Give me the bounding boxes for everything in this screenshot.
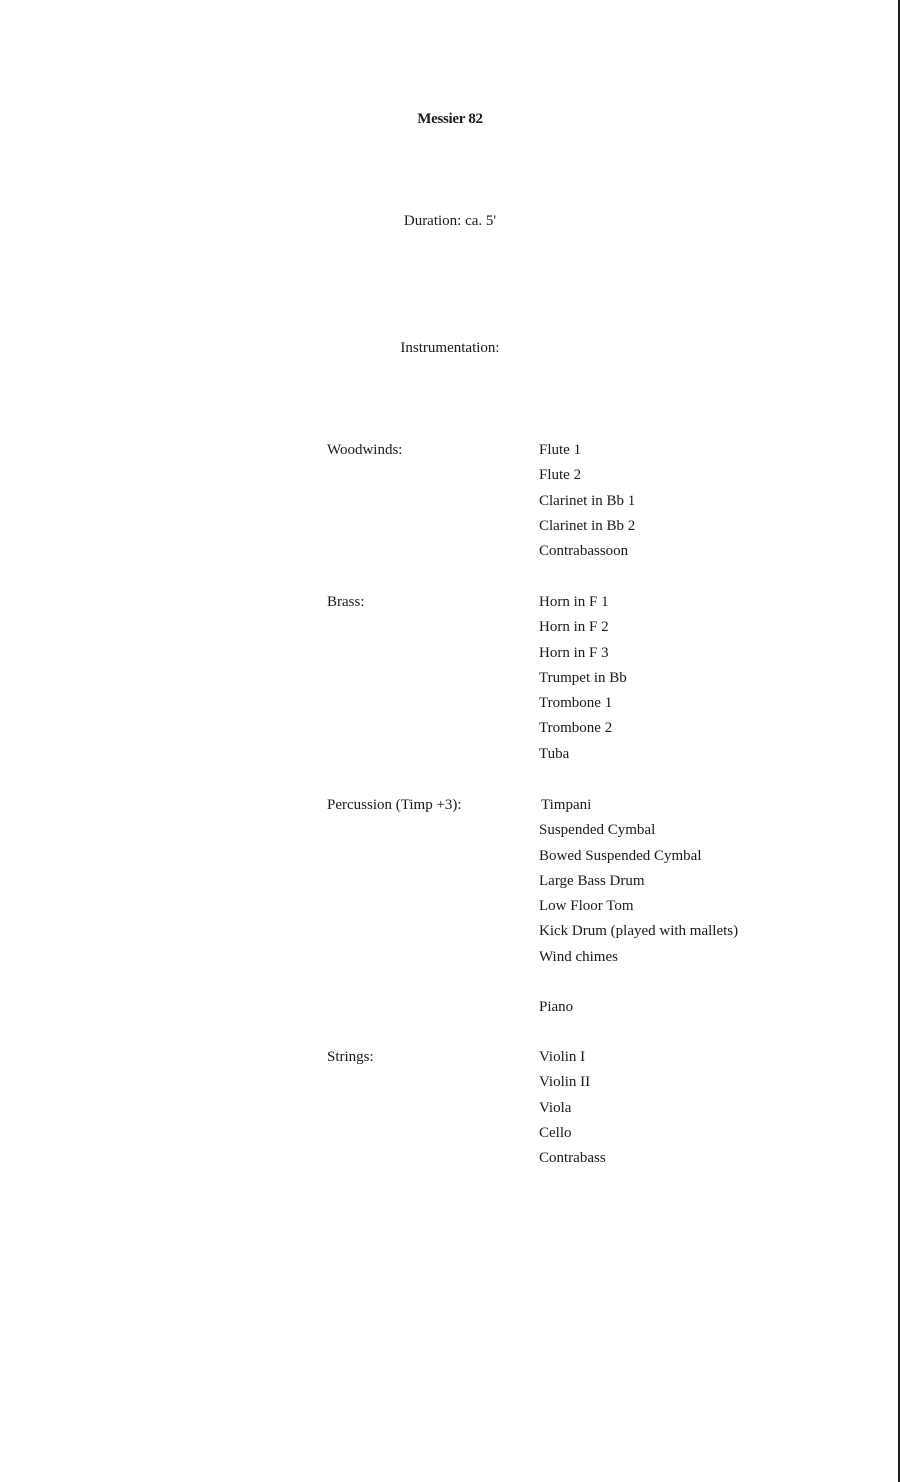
list-item: Trombone 2 <box>539 720 613 737</box>
page-title: Messier 82 <box>417 111 483 127</box>
section-label-woodwinds: Woodwinds: <box>327 442 403 458</box>
list-item: Cello <box>539 1124 572 1141</box>
list-item: Horn in F 3 <box>539 644 609 661</box>
list-item: Clarinet in Bb 2 <box>539 517 636 534</box>
list-item: Contrabass <box>539 1150 606 1167</box>
list-item: Wind chimes <box>539 948 618 965</box>
list-item: Trombone 1 <box>539 695 613 712</box>
brass-list <box>539 590 627 767</box>
list-item: Violin II <box>539 1074 591 1091</box>
list-item: Clarinet in Bb 1 <box>539 492 636 509</box>
section-label-strings: Strings: <box>327 1049 374 1065</box>
list-item: Horn in F 1 <box>539 594 609 610</box>
list-item: Trumpet in Bb <box>539 669 627 686</box>
instrumentation-heading: Instrumentation: <box>400 340 500 356</box>
list-item: Timpani <box>541 797 592 813</box>
list-item: Bowed Suspended Cymbal <box>539 847 702 864</box>
section-label-percussion: Percussion (Timp +3): <box>327 797 462 813</box>
list-item: Low Floor Tom <box>539 898 634 915</box>
list-item: Flute 1 <box>539 442 582 458</box>
duration-text: Duration: ca. 5' <box>403 213 497 229</box>
list-item: Tuba <box>539 745 570 762</box>
list-item: Violin I <box>539 1049 586 1065</box>
list-item: Viola <box>539 1099 572 1116</box>
list-item: Horn in F 2 <box>539 619 609 636</box>
list-item: Large Bass Drum <box>539 872 645 889</box>
piano-item: Piano <box>539 999 574 1015</box>
list-item: Kick Drum (played with mallets) <box>539 923 739 940</box>
strings-list <box>539 1045 606 1171</box>
list-item: Contrabassoon <box>539 543 629 560</box>
section-label-brass: Brass: <box>327 594 365 610</box>
woodwinds-list <box>539 438 635 564</box>
list-item: Flute 2 <box>539 467 582 484</box>
percussion-list <box>539 793 738 970</box>
list-item: Suspended Cymbal <box>539 822 656 839</box>
